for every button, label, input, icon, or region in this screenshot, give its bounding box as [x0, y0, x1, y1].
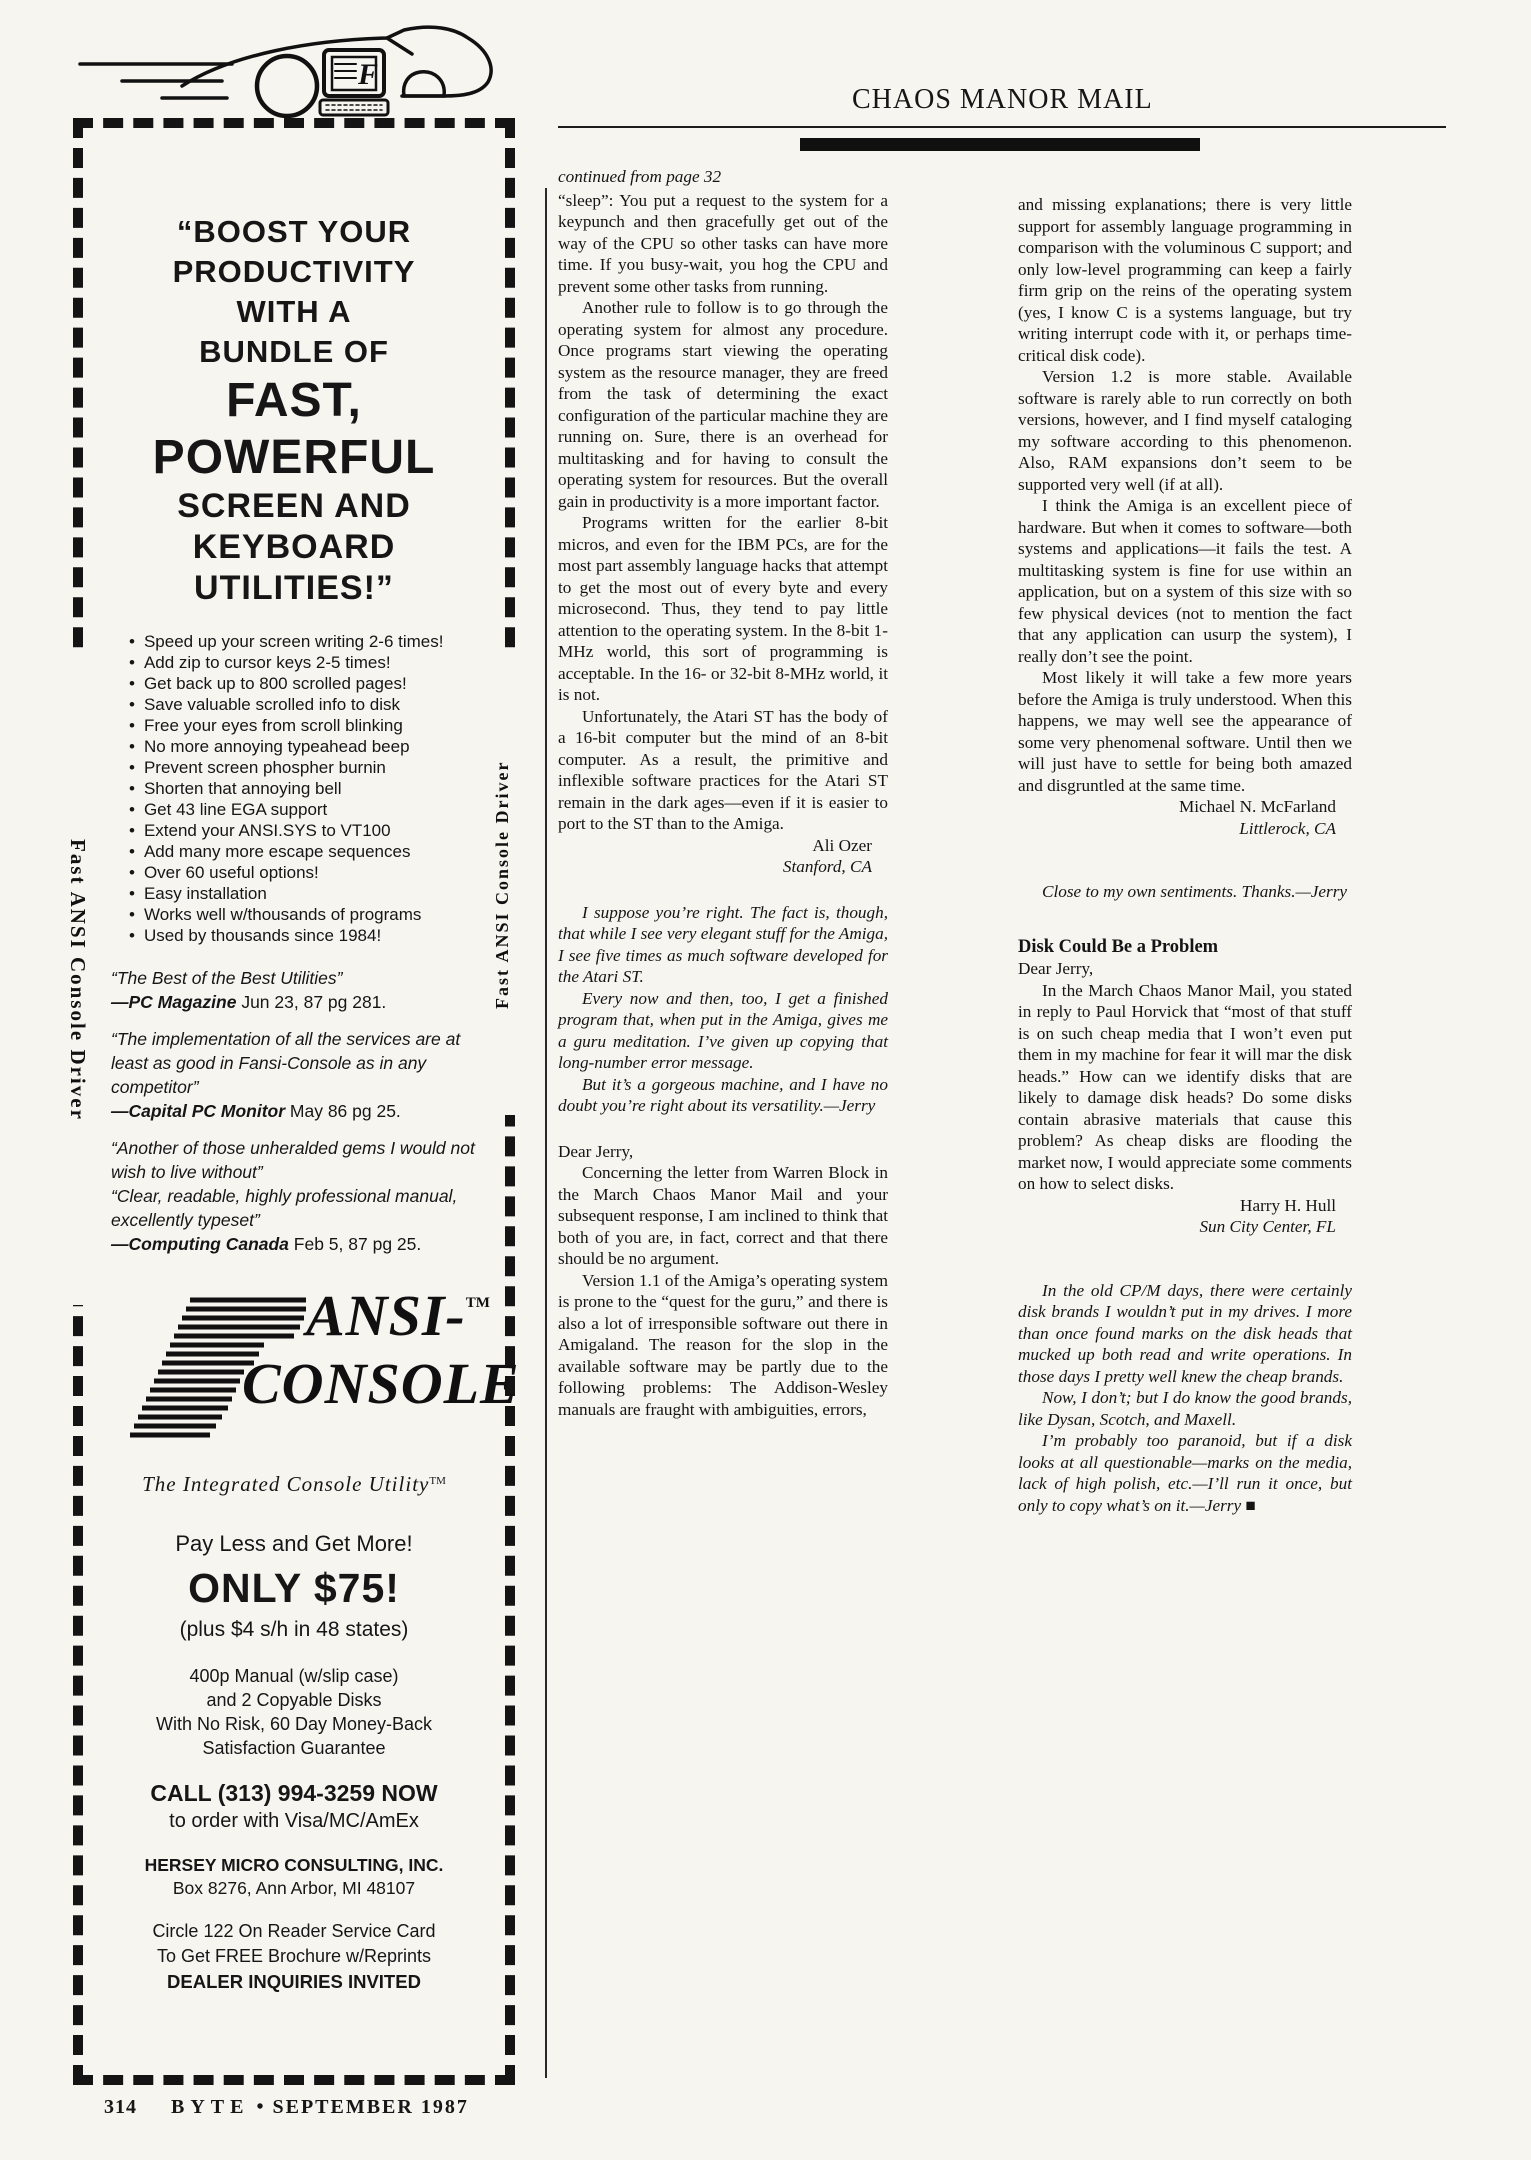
ad-bullet-text: Speed up your screen writing 2-6 times! [143, 632, 444, 651]
paragraph: Stanford, CA [782, 857, 872, 876]
header-rule-thin [558, 126, 1446, 128]
paragraph: Concerning the letter from Warren Block in the March Chaos Manor Mail and your subsequent response, I am inclined to think that both of you are, in fact, correct and that there should be no argument. [558, 1163, 888, 1268]
bullet-icon: • [129, 758, 135, 777]
ad-bullet-text: Prevent screen phospher burnin [143, 758, 386, 777]
paragraph: I suppose you’re right. The fact is, though, that while I see very elegant stuff for the Amiga, I see five times as much software developed for the Atari ST. [558, 902, 889, 986]
ad-bullet-item [129, 652, 505, 673]
bullet-icon: • [129, 884, 135, 903]
ad-headline-line: UTILITIES!” [194, 569, 394, 607]
ad-bullet-item [129, 820, 505, 841]
paragraph: Michael N. McFarland [1178, 797, 1336, 816]
bullet-icon: • [129, 695, 135, 714]
ad-feature-list [83, 631, 505, 946]
footer-separator: • [256, 2096, 266, 2118]
paragraph: continued from page 32 [558, 167, 722, 186]
ad-bullet-item [129, 778, 505, 799]
paragraph: I’m probably too paranoid, but if a disk looks at all questionable—marks on the media, lack of high polish, etc.—I’ll run it once, but only to copy what’s on it.—Jerry ■ [1018, 1431, 1352, 1515]
ad-reader-service-line: To Get FREE Brochure w/Reprints [156, 1946, 432, 1966]
ad-bullet-text: Add zip to cursor keys 2-5 times! [143, 653, 391, 672]
ad-bullet-item [129, 925, 505, 946]
bullet-icon: • [129, 842, 135, 861]
paragraph: Harry H. Hull [1240, 1195, 1336, 1215]
ad-include-line: 400p Manual (w/slip case) [189, 1666, 399, 1686]
paragraph: Version 1.1 of the Amiga’s operating system is prone to the “quest for the guru,” and there is also a lot of irresponsible software out there in Amigaland. The reason for the slop in the available software may be partly due to the following problems: The Addison-Wesley manuals are fraught with ambiguities, errors, [558, 1270, 888, 1419]
paragraph: In the March Chaos Manor Mail, you stated in reply to Paul Horvick that “most of that stuff is on such cheap media that I won’t even put them in my machine for fear it will mar the disk heads.” How can we identify disks that are likely to damage disk heads? Do some disks contain abrasive materials that cause this problem? As cheap disks are flooding the market now, I would appreciate some comments on how to select disks. [1018, 980, 1352, 1193]
testimonial-quote: “The Best of the Best Utilities” [111, 968, 343, 988]
bullet-icon: • [129, 800, 135, 819]
ad-bullet-text: Save valuable scrolled info to disk [143, 695, 401, 714]
ad-bullet-item [129, 673, 505, 694]
bullet-icon: • [129, 863, 135, 882]
bullet-icon: • [129, 716, 135, 735]
ad-reader-service [83, 1919, 505, 1969]
testimonial-quote: “Clear, readable, highly professional manual, excellently typeset” [111, 1186, 458, 1230]
bullet-icon: • [129, 737, 135, 756]
ad-bullet-text: Works well w/thousands of programs [143, 905, 422, 924]
bullet-icon: • [129, 779, 135, 798]
testimonial [111, 1136, 487, 1256]
paragraph: Programs written for the earlier 8-bit micros, and even for the IBM PCs, are for the most part assembly language hacks that attempt to get the most out of every byte and every microsecond. Thus, they tend to pay little attention to the operating system. In the 8-bit 1-MHz world, this sort of programming is acceptable. In the 16- or 32-bit 8-MHz world, it is not. [558, 513, 888, 704]
testimonial [111, 1027, 487, 1123]
paragraph: Unfortunately, the Atari ST has the body of a 16-bit computer but the mind of an 8-bit computer. As a result, the primitive and inflexible software practices for the Atari ST remain in the dark ages—even if it is easier to port to the ST than to the Amiga. [558, 706, 888, 833]
right-column [1018, 194, 1352, 1516]
section-heading: Disk Could Be a Problem [1018, 936, 1219, 957]
ad-bullet-text: Easy installation [143, 884, 267, 903]
ad-bullet-text: Shorten that annoying bell [143, 779, 342, 798]
paragraph: In the old CP/M days, there were certainly disk brands I wouldn’t put in my drives. I more than once found marks on the disk heads that mucked up both read and write operations. In those days I pretty well knew the cheap brands. [1018, 1280, 1352, 1386]
ad-bullet-item [129, 715, 505, 736]
ad-include-line: Satisfaction Guarantee [202, 1738, 386, 1758]
paragraph: Dear Jerry, [1018, 959, 1094, 978]
paragraph: Now, I don’t; but I do know the good brands, like Dysan, Scotch, and Maxell. [1018, 1388, 1352, 1429]
paragraph: I think the Amiga is an excellent piece of hardware. But when it comes to software—both systems and applications—it fails the test. A multitasking system is fine for use within an application, but on a system of this size with so few physical devices (not to mention the fact that any application can usurp the system), I really don’t see the point. [1018, 496, 1352, 666]
ad-bullet-text: Used by thousands since 1984! [143, 926, 382, 945]
ad-price: ONLY $75! [188, 1565, 400, 1611]
ad-reader-service-line: Circle 122 On Reader Service Card [152, 1921, 436, 1941]
page-footer [104, 2096, 469, 2119]
ad-side-label-right: Fast ANSI Console Driver [492, 655, 522, 1115]
bullet-icon: • [129, 926, 135, 945]
ad-bullet-item [129, 694, 505, 715]
ad-bullet-item [129, 904, 505, 925]
testimonial-quote: “The implementation of all the services are at least as good in Fansi-Console as in any competitor” [111, 1029, 461, 1097]
paragraph: Every now and then, too, I get a finished program that, when put in the Amiga, gives me a guru meditation. I’ve given up copying that long-number error message. [558, 988, 888, 1072]
ad-bullet-item [129, 862, 505, 883]
paragraph: “sleep”: You put a request to the system for a keypunch and then gracefully get out of the way of the CPU so other tasks can have more time. If you busy-wait, you hog the CPU and prevent some other tasks from running. [558, 190, 888, 296]
ad-teaser: Pay Less and Get More! [175, 1531, 413, 1556]
ad-bullet-text: Add many more escape sequences [143, 842, 411, 861]
paragraph: Ali Ozer [812, 835, 872, 855]
ad-headline-line: SCREEN AND [177, 487, 411, 525]
ad-bullet-text: No more annoying typeahead beep [143, 737, 410, 756]
paragraph: Another rule to follow is to go through the operating system for almost any procedure. Once programs start viewing the operating system as the resource manager, they are freed from the task of determining the exact configuration of the particular machine they are running on. Sure, there is an overhead for multitasking and for having to consult the operating system for resources. But the overall gain in productivity is a more important factor. [558, 298, 888, 511]
ad-company-address: Box 8276, Ann Arbor, MI 48107 [172, 1878, 416, 1898]
trademark-symbol: TM [429, 1475, 446, 1487]
bullet-icon: • [129, 821, 135, 840]
ad-dealer-note: DEALER INQUIRIES INVITED [167, 1971, 421, 1992]
paragraph: Most likely it will take a few more years before the Amiga is truly understood. When this happens, we may well see the appearance of some very phenomenal software. Until then we will just have to settle for being both amazed and disgruntled at the same time. [1018, 668, 1352, 795]
testimonial-attribution: —PC Magazine Jun 23, 87 pg 281. [111, 992, 387, 1012]
paragraph: Dear Jerry, [558, 1141, 634, 1161]
ad-bullet-text: Get back up to 800 scrolled pages! [143, 674, 407, 693]
bullet-icon: • [129, 905, 135, 924]
testimonial-attribution: —Computing Canada Feb 5, 87 pg 25. [111, 1234, 422, 1254]
paragraph: Littlerock, CA [1239, 818, 1336, 838]
ad-headline-fast: FAST, [226, 374, 362, 427]
testimonial-attribution: —Capital PC Monitor May 86 pg 25. [111, 1101, 401, 1121]
bullet-icon: • [129, 674, 135, 693]
ad-bullet-item [129, 736, 505, 757]
ad-bullet-item [129, 883, 505, 904]
ad-bullet-item [129, 631, 505, 652]
ad-bullet-text: Free your eyes from scroll blinking [143, 716, 403, 735]
ad-headline-line: WITH A [236, 294, 352, 329]
paragraph: Sun City Center, FL [1199, 1217, 1336, 1236]
race-car-drawing [72, 24, 518, 122]
ad-company-name: HERSEY MICRO CONSULTING, INC. [144, 1855, 444, 1875]
ad-headline-line: PRODUCTIVITY [172, 254, 416, 289]
paragraph: Version 1.2 is more stable. Available software is rarely able to run correctly on both versions, however, and I find myself cataloging my software according to this phenomenon. Also, RAM expansions don’t seem to be supported very well (if at all). [1018, 367, 1352, 494]
ad-headline-powerful: POWERFUL [152, 431, 436, 484]
left-ad-fansi-console [73, 118, 520, 2085]
page-number: 314 [104, 2096, 137, 2118]
ad-package-details [83, 1664, 505, 1760]
ad-phone-number: CALL (313) 994-3259 NOW [150, 1780, 438, 1806]
paragraph: But it’s a gorgeous machine, and I have no doubt you’re right about its versatility.—Jerry [558, 1074, 888, 1115]
fansi-console-logo [94, 1283, 520, 1466]
middle-column [558, 166, 888, 1420]
ad-include-line: and 2 Copyable Disks [206, 1690, 382, 1710]
ad-side-label-left: Fast ANSI Console Driver [60, 655, 90, 1305]
logo-console-text: CONSOLE [242, 1351, 520, 1416]
car-monitor-letter: F [358, 58, 379, 91]
paragraph: Close to my own sentiments. Thanks.—Jerry [1042, 882, 1348, 901]
paragraph: and missing explanations; there is very little support for assembly language programming in comparison with the voluminous C support; and only low-level programming can keep a fairly firm grip on the reins of the operating system (yes, I know C is a systems language, but try writing interrupt code with it, or perhaps time-critical disk code). [1018, 195, 1352, 365]
testimonial [111, 966, 487, 1014]
header-rule-thick [800, 138, 1200, 151]
bullet-icon: • [129, 653, 135, 672]
magazine-name: BYTE [171, 2096, 250, 2118]
ad-bullet-item [129, 799, 505, 820]
ad-shipping-note: (plus $4 s/h in 48 states) [179, 1618, 409, 1641]
logo-tagline: The Integrated Console Utility™ [142, 1472, 446, 1496]
testimonial-quote: “Another of those unheralded gems I would not wish to live without” [111, 1138, 475, 1182]
ad-bullet-text: Get 43 line EGA support [143, 800, 328, 819]
page-title: CHAOS MANOR MAIL [852, 84, 1153, 115]
ad-headline-line: “BOOST YOUR [176, 214, 412, 249]
race-car-illustration [72, 24, 518, 122]
ad-headline-line: BUNDLE OF [199, 334, 389, 369]
logo-ansi-text: ANSI-™ [306, 1283, 490, 1348]
ad-include-line: With No Risk, 60 Day Money-Back [155, 1714, 433, 1734]
ad-headline-line: KEYBOARD [192, 528, 396, 566]
issue-date: SEPTEMBER 1987 [272, 2096, 469, 2118]
ad-bullet-text: Over 60 useful options! [143, 863, 319, 882]
ad-testimonials [83, 966, 505, 1256]
ad-bullet-item [129, 757, 505, 778]
ad-bullet-text: Extend your ANSI.SYS to VT100 [143, 821, 391, 840]
ad-order-method: to order with Visa/MC/AmEx [169, 1810, 419, 1832]
trademark-symbol: TM [465, 1295, 490, 1311]
bullet-icon: • [129, 632, 135, 651]
ad-bullet-item [129, 841, 505, 862]
column-divider-rule [545, 188, 547, 2078]
